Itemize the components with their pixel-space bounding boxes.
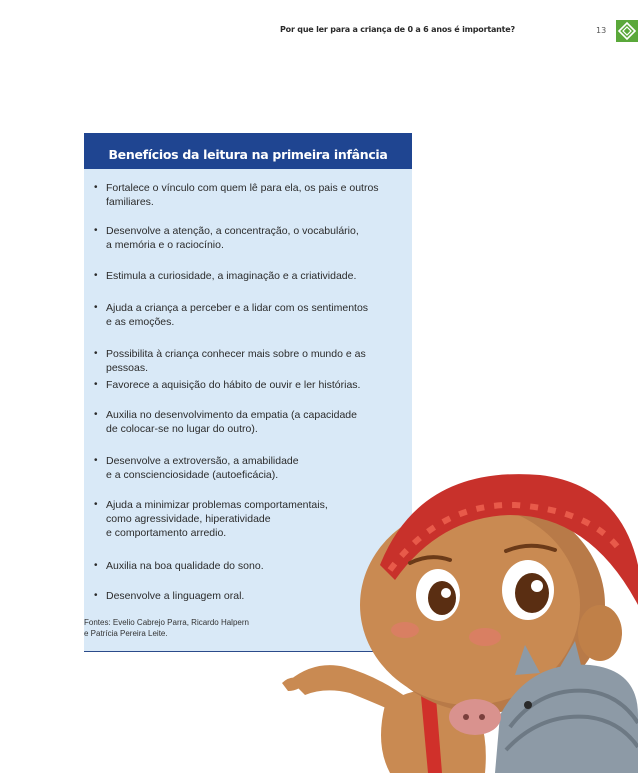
benefit-item	[84, 589, 254, 603]
benefit-text: Possibilita à criança conhecer mais sobre o mundo e as pessoas.	[106, 348, 366, 374]
bullet-icon: •	[94, 270, 98, 281]
benefit-item	[84, 347, 412, 375]
sources-note: Fontes: Evelio Cabrejo Parra, Ricardo Halpern e Patrícia Pereira Leite.	[84, 618, 249, 638]
child-with-armadillo-illustration	[270, 455, 638, 773]
publisher-logo-icon	[616, 20, 638, 42]
bullet-icon: •	[94, 225, 98, 236]
benefit-item	[84, 269, 366, 283]
benefit-item	[84, 301, 378, 329]
benefit-text: Auxilia no desenvolvimento da empatia (a capacidade de colocar-se no lugar do outro).	[106, 409, 357, 435]
benefit-text: Desenvolve a atenção, a concentração, o vocabulário, a memória e o raciocínio.	[106, 225, 359, 251]
benefits-box-header	[84, 133, 412, 169]
bullet-icon: •	[94, 499, 98, 510]
bullet-icon: •	[94, 182, 98, 193]
bullet-icon: •	[94, 560, 98, 571]
benefit-text: Auxilia na boa qualidade do sono.	[106, 560, 264, 572]
bullet-icon: •	[94, 455, 98, 466]
benefit-text: Estimula a curiosidade, a imaginação e a criatividade.	[106, 270, 357, 282]
benefit-text: Ajuda a minimizar problemas comportamentais, como agressividade, hiperatividade e comportamento arredio.	[106, 499, 328, 539]
benefit-item	[84, 378, 370, 392]
bullet-icon: •	[94, 590, 98, 601]
benefit-item	[84, 181, 389, 209]
benefit-text: Desenvolve a linguagem oral.	[106, 590, 245, 602]
benefit-item	[84, 559, 274, 573]
bullet-icon: •	[94, 379, 98, 390]
bullet-icon: •	[94, 348, 98, 359]
benefit-item	[84, 224, 369, 252]
bullet-icon: •	[94, 409, 98, 420]
benefit-text: Fortalece o vínculo com quem lê para ela, os pais e outros familiares.	[106, 182, 379, 208]
benefit-text: Ajuda a criança a perceber e a lidar com os sentimentos e as emoções.	[106, 302, 369, 328]
benefit-text: Favorece a aquisição do hábito de ouvir e ler histórias.	[106, 379, 361, 391]
benefit-text: Desenvolve a extroversão, a amabilidade e a conscienciosidade (autoeficácia).	[106, 455, 299, 481]
benefits-box-title: Benefícios da leitura na primeira infância	[108, 146, 388, 162]
running-header-title: Por que ler para a criança de 0 a 6 anos é importante?	[280, 25, 515, 34]
benefit-item	[84, 408, 367, 436]
bullet-icon: •	[94, 302, 98, 313]
page-number: 13	[596, 26, 607, 35]
